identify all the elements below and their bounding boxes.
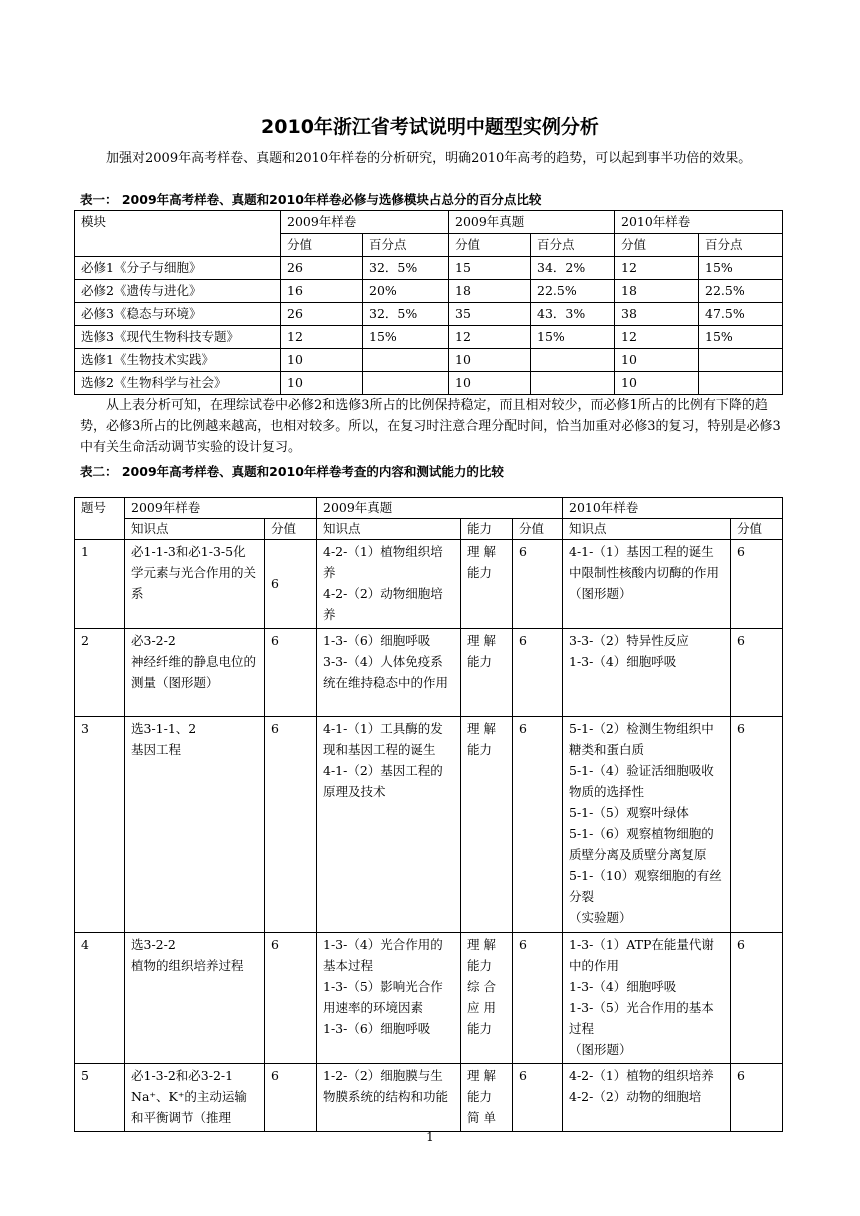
table-cell [531, 349, 615, 372]
table2-subheader: 知识点 [563, 519, 731, 540]
table-row [75, 717, 783, 933]
table1-header-module: 模块 [75, 211, 281, 257]
table-cell: 15 [449, 257, 531, 280]
score-2009-exam: 6 [513, 629, 563, 717]
score-2009-exam: 6 [513, 540, 563, 629]
table-cell: 12 [281, 326, 363, 349]
page-number: 1 [426, 1130, 434, 1144]
table-cell: 34．2% [531, 257, 615, 280]
knowledge-2009-exam: 1-2-（2）细胞膜与生物膜系统的结构和功能 [317, 1064, 461, 1132]
table1-header-row [75, 211, 783, 234]
knowledge-2009-sample: 必1-3-2和必3-2-1 Na⁺、K⁺的主动运输和平衡调节（推理 [125, 1064, 265, 1132]
table-cell: 12 [615, 257, 699, 280]
question-number: 5 [75, 1064, 125, 1132]
knowledge-2010-sample: 3-3-（2）特异性反应 1-3-（4）细胞呼吸 [563, 629, 731, 717]
table-cell: 10 [281, 372, 363, 395]
knowledge-2009-sample: 必1-1-3和必1-3-5化学元素与光合作用的关系 [125, 540, 265, 629]
table-row [75, 303, 783, 326]
table2-subheader: 知识点 [125, 519, 265, 540]
table-cell [363, 349, 449, 372]
module-name: 选修2《生物科学与社会》 [75, 372, 281, 395]
knowledge-2009-exam: 1-3-（4）光合作用的基本过程 1-3-（5）影响光合作用速率的环境因素 1-3-（6）细胞呼吸 [317, 933, 461, 1064]
question-number: 1 [75, 540, 125, 629]
table2-subheader: 分值 [513, 519, 563, 540]
table-cell: 10 [449, 372, 531, 395]
ability-2009-exam: 理 解能力 [461, 629, 513, 717]
table-row [75, 540, 783, 629]
table-cell: 43．3% [531, 303, 615, 326]
module-name: 选修1《生物技术实践》 [75, 349, 281, 372]
table-row [75, 326, 783, 349]
module-name: 必修2《遗传与进化》 [75, 280, 281, 303]
score-2009-sample: 6 [265, 540, 317, 629]
table-cell: 26 [281, 303, 363, 326]
table2-group-header: 2010年样卷 [563, 498, 783, 519]
table-cell: 15% [699, 257, 783, 280]
score-2009-sample: 6 [265, 717, 317, 933]
table-cell: 12 [449, 326, 531, 349]
table-row [75, 933, 783, 1064]
ability-2009-exam: 理 解能力 简 单 [461, 1064, 513, 1132]
score-2010-sample: 6 [731, 540, 783, 629]
score-2009-sample: 6 [265, 629, 317, 717]
table-row [75, 1064, 783, 1132]
table1-subheader: 百分点 [531, 234, 615, 257]
table-cell: 22.5% [699, 280, 783, 303]
table-cell: 10 [615, 372, 699, 395]
table-cell: 35 [449, 303, 531, 326]
table-cell: 32．5% [363, 303, 449, 326]
knowledge-2009-sample: 必3-2-2 神经纤维的静息电位的测量（图形题） [125, 629, 265, 717]
score-2010-sample: 6 [731, 717, 783, 933]
table1-subheader: 百分点 [363, 234, 449, 257]
score-2010-sample: 6 [731, 1064, 783, 1132]
table-cell: 47.5% [699, 303, 783, 326]
table-row [75, 629, 783, 717]
table2-subheader: 分值 [265, 519, 317, 540]
table1-caption: 表一： 2009年高考样卷、真题和2010年样卷必修与选修模块占总分的百分点比较 [80, 192, 542, 207]
table1-subheader: 分值 [281, 234, 363, 257]
table-row [75, 349, 783, 372]
table1-group-header: 2010年样卷 [615, 211, 783, 234]
table1-subheader: 分值 [449, 234, 531, 257]
table-cell: 12 [615, 326, 699, 349]
score-2009-exam: 6 [513, 933, 563, 1064]
question-number: 3 [75, 717, 125, 933]
table1-group-header: 2009年样卷 [281, 211, 449, 234]
table-cell: 26 [281, 257, 363, 280]
knowledge-2009-exam: 1-3-（6）细胞呼吸 3-3-（4）人体免疫系统在维持稳态中的作用 [317, 629, 461, 717]
table-row [75, 280, 783, 303]
analysis-paragraph: 从上表分析可知，在理综试卷中必修2和选修3所占的比例保持稳定，而且相对较少，而必修1所占的比例有下降的趋势，必修3所占的比例越来越高，也相对较多。所以，在复习时注意合理分配时间，恰当加重对必修3的复习，特别是必修3中有关生命活动调节实验的设计复习。 [80, 398, 781, 455]
table-cell [699, 372, 783, 395]
module-percentage-table [74, 210, 783, 395]
score-2010-sample: 6 [731, 629, 783, 717]
table2-subheader: 知识点 [317, 519, 461, 540]
knowledge-2009-exam: 4-1-（1）工具酶的发现和基因工程的诞生 4-1-（2）基因工程的原理及技术 [317, 717, 461, 933]
table2-subheader-row [75, 519, 783, 540]
content-ability-table [74, 497, 783, 1132]
table2-subheader: 能力 [461, 519, 513, 540]
module-name: 必修3《稳态与环境》 [75, 303, 281, 326]
ability-2009-exam: 理 解能力 [461, 540, 513, 629]
table-cell: 22.5% [531, 280, 615, 303]
question-number: 2 [75, 629, 125, 717]
score-2009-sample: 6 [265, 1064, 317, 1132]
table-cell: 15% [699, 326, 783, 349]
table-cell: 20% [363, 280, 449, 303]
table-cell: 10 [281, 349, 363, 372]
table-cell: 16 [281, 280, 363, 303]
table-cell: 38 [615, 303, 699, 326]
table1-subheader: 百分点 [699, 234, 783, 257]
table1-group-header: 2009年真题 [449, 211, 615, 234]
table2-header-row [75, 498, 783, 519]
score-2009-sample: 6 [265, 933, 317, 1064]
question-number: 4 [75, 933, 125, 1064]
table2-group-header: 2009年真题 [317, 498, 563, 519]
table2-group-header: 2009年样卷 [125, 498, 317, 519]
knowledge-2009-sample: 选3-2-2 植物的组织培养过程 [125, 933, 265, 1064]
knowledge-2010-sample: 4-1-（1）基因工程的诞生中限制性核酸内切酶的作用（图形题） [563, 540, 731, 629]
table-cell: 32．5% [363, 257, 449, 280]
score-2009-exam: 6 [513, 717, 563, 933]
table-cell: 18 [615, 280, 699, 303]
knowledge-2010-sample: 4-2-（1）植物的组织培养 4-2-（2）动物的细胞培 [563, 1064, 731, 1132]
table-cell: 15% [363, 326, 449, 349]
ability-2009-exam: 理 解能力 综 合应 用能力 [461, 933, 513, 1064]
table2-caption: 表二： 2009年高考样卷、真题和2010年样卷考查的内容和测试能力的比较 [80, 464, 504, 479]
table-cell [531, 372, 615, 395]
table2-subheader: 分值 [731, 519, 783, 540]
score-2009-exam: 6 [513, 1064, 563, 1132]
knowledge-2010-sample: 1-3-（1）ATP在能量代谢中的作用 1-3-（4）细胞呼吸 1-3-（5）光合作用的基本过程 （图形题） [563, 933, 731, 1064]
table-cell: 10 [449, 349, 531, 372]
table-row [75, 257, 783, 280]
table2-header-no: 题号 [75, 498, 125, 540]
knowledge-2010-sample: 5-1-（2）检测生物组织中糖类和蛋白质 5-1-（4）验证活细胞吸收物质的选择性 5-1-（5）观察叶绿体 5-1-（6）观察植物细胞的质壁分离及质壁分离复原 5-1-（10）观察细胞的有丝分裂 （实验题） [563, 717, 731, 933]
knowledge-2009-sample: 选3-1-1、2 基因工程 [125, 717, 265, 933]
knowledge-2009-exam: 4-2-（1）植物组织培养 4-2-（2）动物细胞培养 [317, 540, 461, 629]
score-2010-sample: 6 [731, 933, 783, 1064]
table1-subheader: 分值 [615, 234, 699, 257]
table-cell [363, 372, 449, 395]
table-cell: 10 [615, 349, 699, 372]
table-cell: 18 [449, 280, 531, 303]
module-name: 必修1《分子与细胞》 [75, 257, 281, 280]
table-row [75, 372, 783, 395]
table-cell [699, 349, 783, 372]
document-title: 2010年浙江省考试说明中题型实例分析 [261, 116, 599, 138]
ability-2009-exam: 理 解能力 [461, 717, 513, 933]
table-cell: 15% [531, 326, 615, 349]
intro-paragraph: 加强对2009年高考样卷、真题和2010年样卷的分析研究，明确2010年高考的趋势，可以起到事半功倍的效果。 [106, 151, 752, 166]
module-name: 选修3《现代生物科技专题》 [75, 326, 281, 349]
